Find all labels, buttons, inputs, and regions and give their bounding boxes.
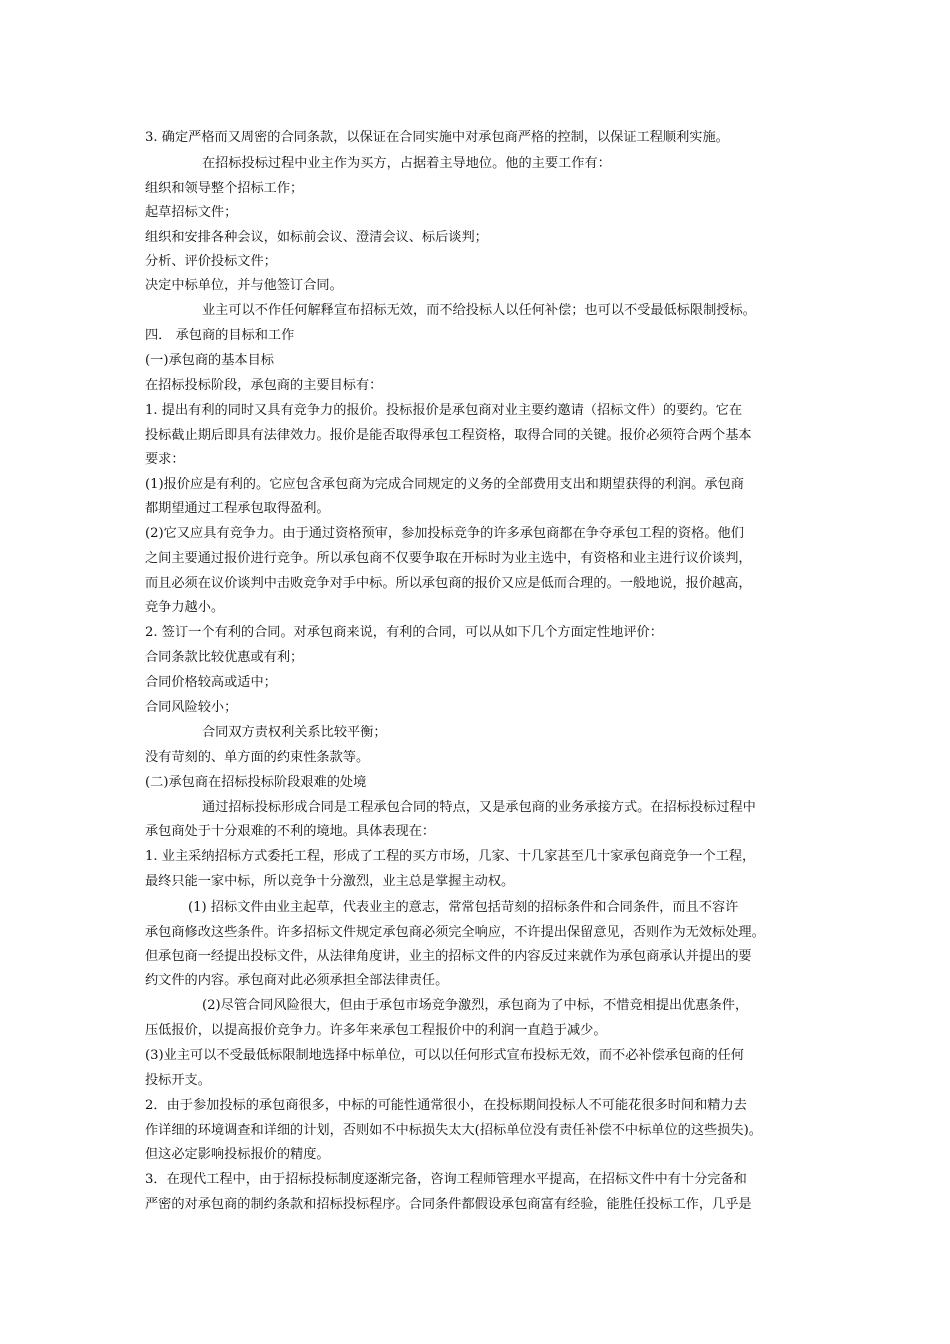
text-line: 合同风险较小；	[145, 700, 238, 715]
text-line: 而且必须在议价谈判中击败竞争对手中标。所以承包商的报价又应是低而合理的。一般地说，报价越高，	[145, 576, 752, 591]
text-line: 业主可以不作任何解释宣布招标无效，而不给投标人以任何补偿；也可以不受最低标限制授标。	[202, 303, 756, 318]
text-line: 组织和安排各种会议，如标前会议、澄清会议、标后谈判；	[145, 230, 488, 245]
text-line: 分析、评价投标文件；	[145, 254, 277, 269]
text-line: 3. 确定严格而又周密的合同条款，以保证在合同实施中对承包商严格的控制，以保证工程顺利实施。	[145, 130, 729, 145]
text-line: 竞争力越小。	[145, 600, 225, 615]
text-line: 1. 业主采纳招标方式委托工程，形成了工程的买方市场，几家、十几家甚至几十家承包商竞争一个工程，	[145, 849, 756, 864]
text-line: 起草招标文件；	[145, 205, 238, 220]
text-line: 承包商修改这些条件。许多招标文件规定承包商必须完全响应，不许提出保留意见，否则作为无效标处理。	[145, 925, 765, 940]
text-line: 2. 签订一个有利的合同。对承包商来说，有利的合同，可以从如下几个方面定性地评价：	[145, 625, 663, 640]
text-line: 合同条款比较优惠或有利；	[145, 650, 304, 665]
text-line: 压低报价，以提高报价竞争力。许多年来承包工程报价中的利润一直趋于减少。	[145, 1023, 607, 1038]
text-line: 3．在现代工程中，由于招标投标制度逐渐完备，咨询工程师管理水平提高，在招标文件中有十分完备和	[145, 1172, 747, 1187]
text-line: 承包商处于十分艰难的不利的境地。具体表现在：	[145, 824, 436, 839]
section-heading: 四． 承包商的目标和工作	[145, 328, 295, 343]
text-line: 之间主要通过报价进行竞争。所以承包商不仅要争取在开标时为业主选中，有资格和业主进行议价谈判，	[145, 551, 752, 566]
text-line: 但这必定影响投标报价的精度。	[145, 1147, 330, 1162]
text-line: 投标开支。	[145, 1073, 211, 1088]
text-line: (1) 招标文件由业主起草，代表业主的意志，常常包括苛刻的招标条件和合同条件，而且不容许	[188, 900, 739, 915]
text-line: 在招标投标过程中业主作为买方，占据着主导地位。他的主要工作有：	[202, 156, 611, 171]
text-line: 合同双方责权利关系比较平衡；	[202, 725, 387, 740]
text-line: (3)业主可以不受最低标限制地选择中标单位，可以以任何形式宣布投标无效，而不必补偿承包商的任何	[145, 1048, 744, 1063]
text-line: 都期望通过工程承包取得盈利。	[145, 501, 330, 516]
text-line: (1)报价应是有利的。它应包含承包商为完成合同规定的义务的全部费用支出和期望获得的利润。承包商	[145, 477, 744, 492]
text-line: 严密的对承包商的制约条款和招标投标程序。合同条件都假设承包商富有经验，能胜任投标工作，几乎是	[145, 1197, 752, 1212]
text-line: 在招标投标阶段，承包商的主要目标有：	[145, 378, 383, 393]
text-line: (2)尽管合同风险很大，但由于承包市场竞争激烈，承包商为了中标，不惜竞相提出优惠条件，	[202, 998, 749, 1013]
subsection-heading: (二)承包商在招标投标阶段艰难的处境	[145, 775, 367, 790]
text-line: 合同价格较高或适中；	[145, 675, 277, 690]
text-line: 作详细的环境调查和详细的计划，否则如不中标损失太大(招标单位没有责任补偿不中标单位的这些损失)。	[145, 1123, 762, 1138]
text-line: 1. 提出有利的同时又具有竞争力的报价。投标报价是承包商对业主要约邀请（招标文件）的要约。它在	[145, 403, 743, 418]
text-line: 组织和领导整个招标工作；	[145, 181, 304, 196]
text-line: 最终只能一家中标，所以竞争十分激烈，业主总是掌握主动权。	[145, 874, 515, 889]
text-line: 决定中标单位，并与他签订合同。	[145, 278, 343, 293]
text-line: (2)它又应具有竞争力。由于通过资格预审，参加投标竞争的许多承包商都在争夺承包工程的资格。他们	[145, 526, 744, 541]
text-line: 约文件的内容。承包商对此必须承担全部法律责任。	[145, 973, 449, 988]
text-line: 要求：	[145, 452, 185, 467]
text-line: 2．由于参加投标的承包商很多，中标的可能性通常很小，在投标期间投标人不可能花很多时间和精力去	[145, 1098, 747, 1113]
text-line: 但承包商一经提出投标文件，从法律角度讲，业主的招标文件的内容反过来就作为承包商承认并提出的要	[145, 949, 752, 964]
subsection-heading: (一)承包商的基本目标	[145, 353, 274, 368]
text-line: 没有苛刻的、单方面的约束性条款等。	[145, 750, 370, 765]
text-line: 投标截止期后即具有法律效力。报价是能否取得承包工程资格，取得合同的关键。报价必须符合两个基本	[145, 428, 752, 443]
text-line: 通过招标投标形成合同是工程承包合同的特点，又是承包商的业务承接方式。在招标投标过程中	[202, 800, 756, 815]
